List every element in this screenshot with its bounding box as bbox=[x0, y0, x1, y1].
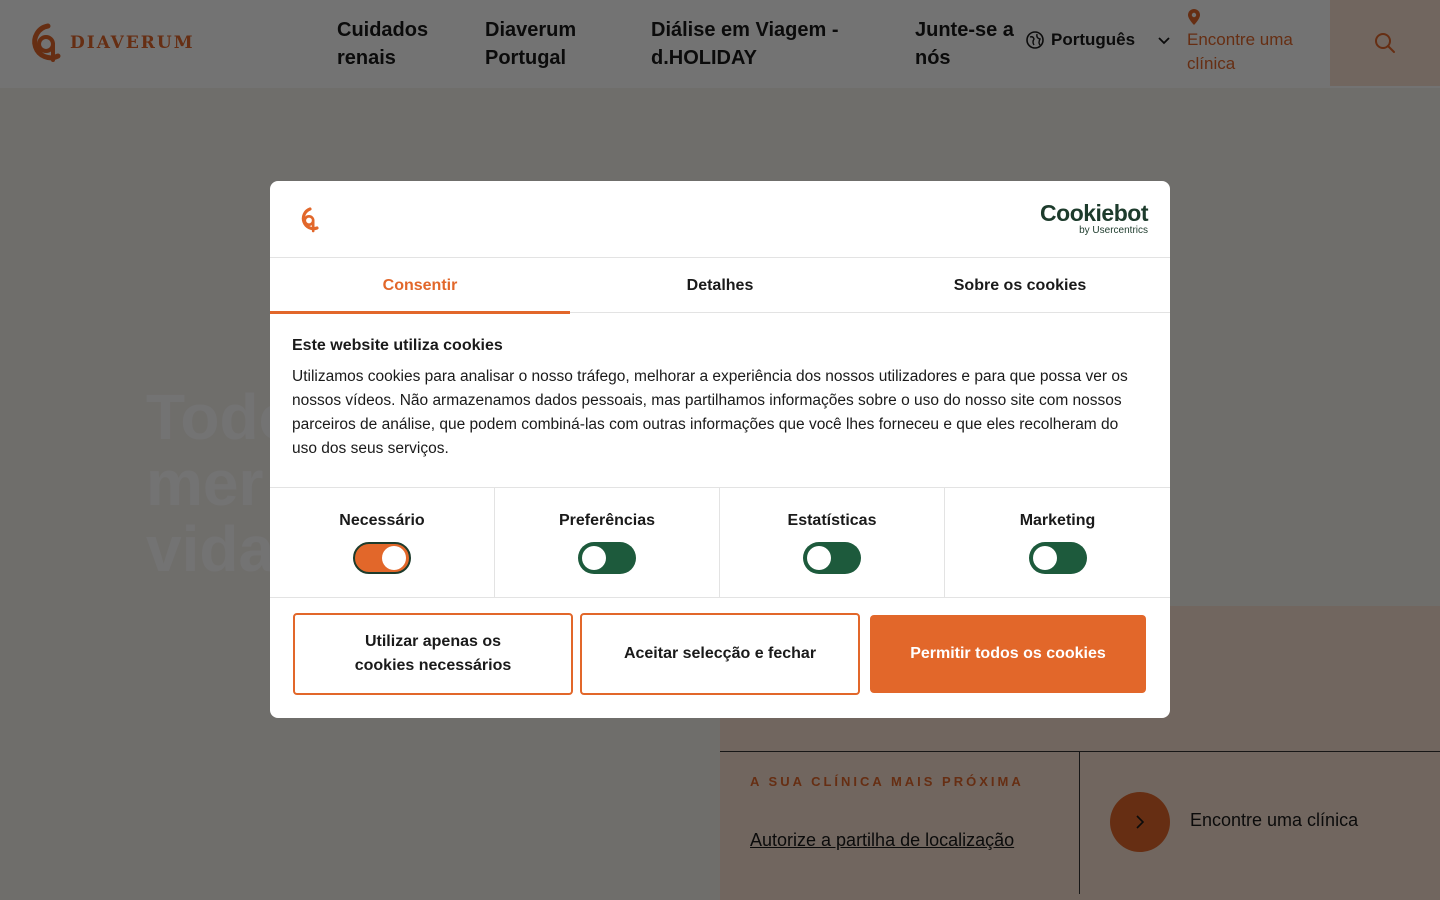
tab-sobre-os-cookies[interactable]: Sobre os cookies bbox=[953, 276, 1087, 294]
tab-consentir[interactable]: Consentir bbox=[270, 258, 570, 313]
cookie-consent-dialog bbox=[270, 181, 1170, 718]
cookiebot-sub: by Usercentrics bbox=[1079, 225, 1148, 236]
necessario-toggle[interactable] bbox=[353, 542, 411, 574]
dialog-tabs bbox=[270, 258, 1170, 313]
cookiebot-logo[interactable] bbox=[1040, 201, 1148, 236]
use-necessary-only-button[interactable]: Utilizar apenas os cookies necessários bbox=[293, 613, 573, 695]
toggle-knob bbox=[582, 546, 606, 570]
tab-detalhes[interactable]: Detalhes bbox=[686, 276, 754, 294]
category-necessario bbox=[270, 488, 495, 598]
category-label: Necessário bbox=[339, 512, 425, 529]
toggle-knob bbox=[1033, 546, 1057, 570]
dialog-body bbox=[292, 337, 1142, 461]
diaverum-logo-icon bbox=[298, 207, 320, 233]
marketing-toggle[interactable] bbox=[1029, 542, 1087, 574]
cookiebot-brand: Cookiebot bbox=[1040, 200, 1148, 226]
category-preferencias bbox=[495, 488, 720, 598]
accept-selection-button[interactable]: Aceitar selecção e fechar bbox=[580, 613, 860, 695]
allow-all-cookies-button[interactable]: Permitir todos os cookies bbox=[870, 615, 1146, 693]
category-label: Marketing bbox=[1019, 512, 1096, 529]
dialog-title: Este website utiliza cookies bbox=[292, 337, 503, 354]
category-label: Estatísticas bbox=[787, 512, 877, 529]
dialog-description: Utilizamos cookies para analisar o nosso tráfego, melhorar a experiência dos nossos utilizadores e para que possa ver os nossos vídeos. Não armazenamos dados pessoais, mas partilhamos informações sobre o uso do nosso site com nossos parceiros de análise, que podem combiná-las com outras informações que você lhes forneceu e que eles recolheram do uso dos seus serviços. bbox=[292, 368, 1128, 457]
toggle-knob bbox=[807, 546, 831, 570]
category-marketing bbox=[945, 488, 1170, 598]
category-label: Preferências bbox=[558, 512, 656, 529]
cookie-categories bbox=[270, 487, 1170, 598]
dialog-header bbox=[270, 181, 1170, 258]
toggle-knob bbox=[382, 546, 406, 570]
category-estatisticas bbox=[720, 488, 945, 598]
preferencias-toggle[interactable] bbox=[578, 542, 636, 574]
estatisticas-toggle[interactable] bbox=[803, 542, 861, 574]
